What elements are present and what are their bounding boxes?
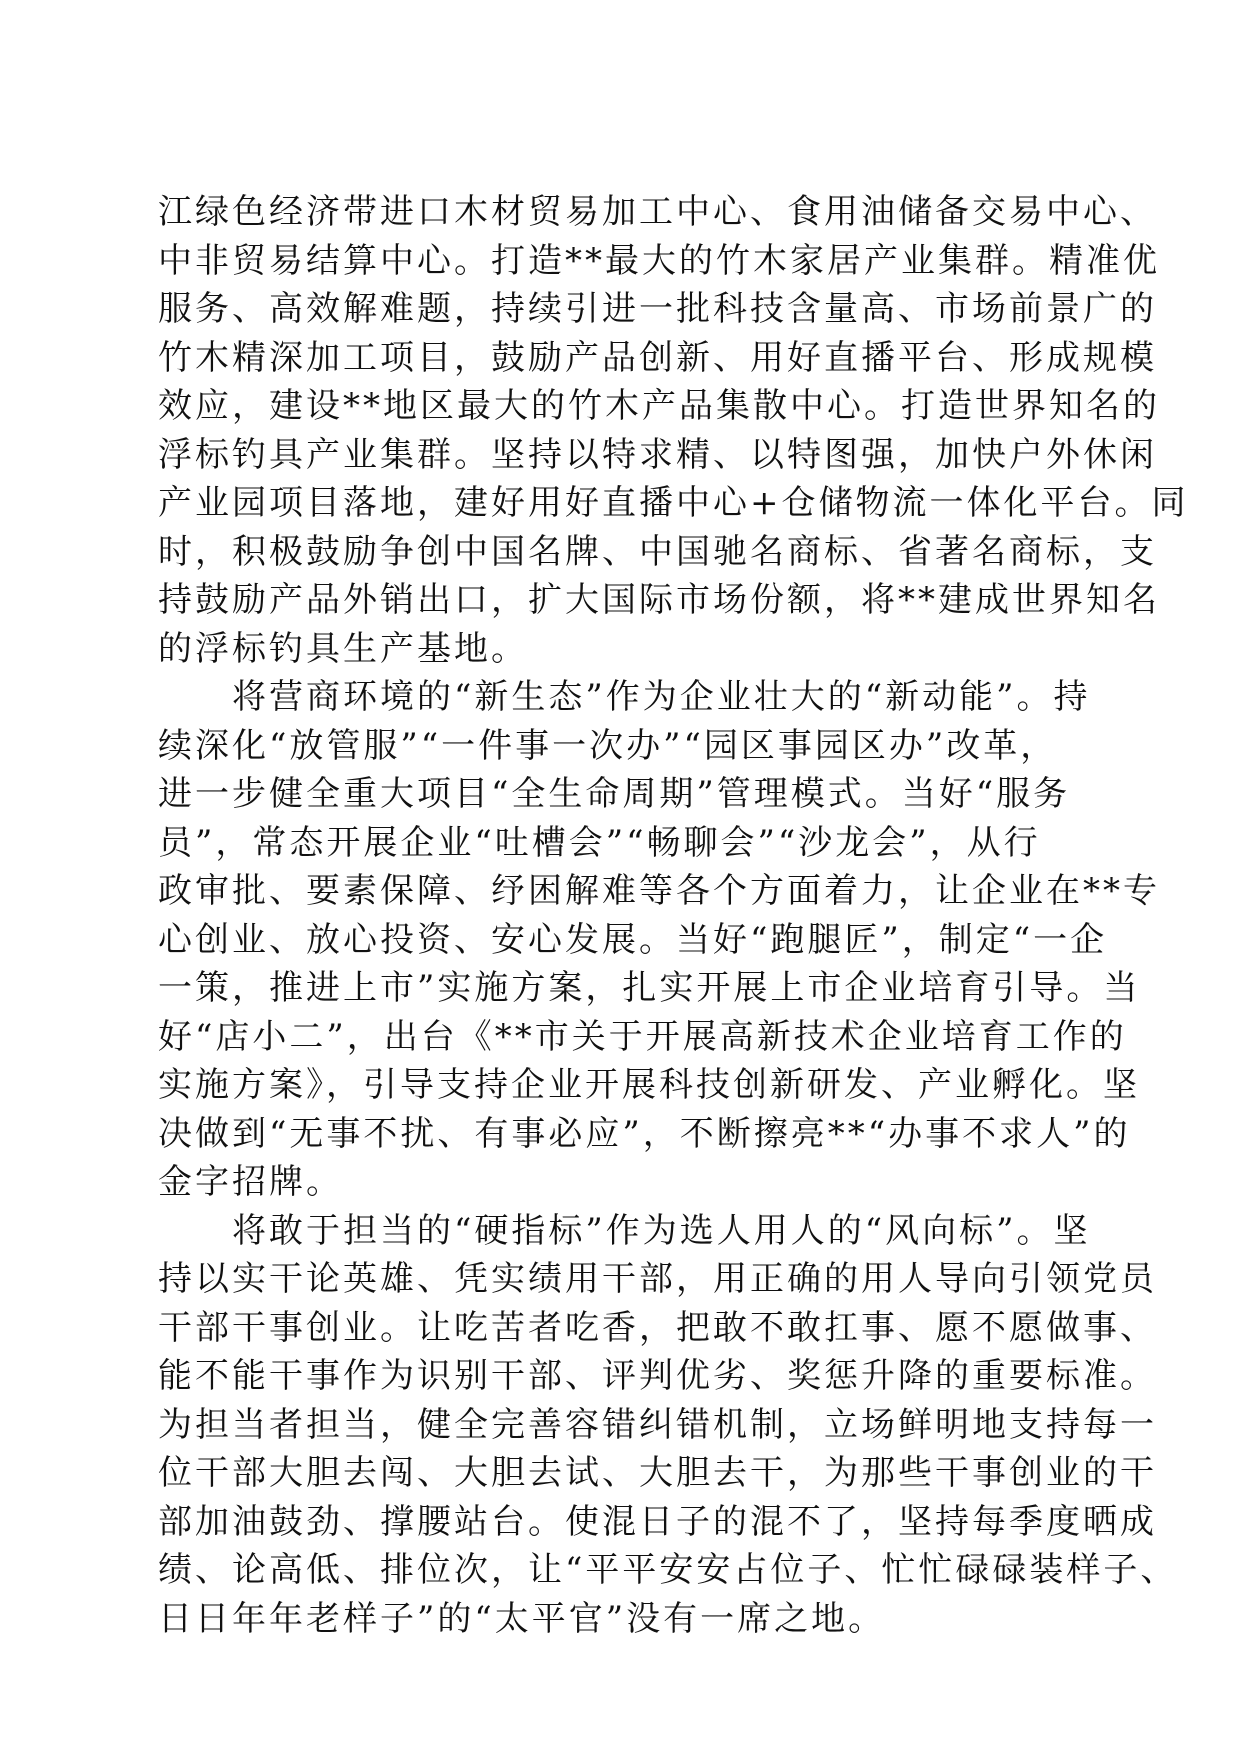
text-line: 员”，常态开展企业“吐槽会”“畅聊会”“沙龙会”，从行 [158, 822, 1041, 863]
text-line: 日日年年老样子”的“太平官”没有一席之地。 [158, 1598, 886, 1639]
text-line: 的浮标钓具生产基地。 [158, 628, 528, 669]
document-body [158, 188, 1189, 1643]
text-line: 部加油鼓劲、撑腰站台。使混日子的混不了，坚持每季度晒成 [158, 1501, 1157, 1542]
text-line: 进一步健全重大项目“全生命周期”管理模式。当好“服务 [158, 774, 1071, 814]
text-line: 能不能干事作为识别干部、评判优劣、奖惩升降的重要标准。 [158, 1356, 1157, 1396]
text-line-first: 将敢于担当的“硬指标”作为选人用人的“风向标”。坚 [232, 1210, 1091, 1251]
text-line: 政审批、要素保障、纾困解难等各个方面着力，让企业在**专 [158, 871, 1160, 911]
text-line: 干部干事创业。让吃苦者吃香，把敢不敢扛事、愿不愿做事、 [158, 1307, 1157, 1348]
text-line: 一策，推进上市”实施方案，扎实开展上市企业培育引导。当 [158, 968, 1141, 1008]
text-line: 位干部大胆去闯、大胆去试、大胆去干，为那些干事创业的干 [158, 1453, 1157, 1493]
paragraph-1 [158, 188, 1189, 673]
text-line: 实施方案》，引导支持企业开展科技创新研发、产业孵化。坚 [158, 1065, 1140, 1105]
text-line: 竹木精深加工项目，鼓励产品创新、用好直播平台、形成规模 [158, 337, 1157, 378]
text-line: 金字招牌。 [158, 1162, 343, 1202]
text-line: 持以实干论英雄、凭实绩用干部，用正确的用人导向引领党员 [158, 1259, 1157, 1299]
text-line: 产业园项目落地，建好用好直播中心+仓储物流一体化平台。同 [158, 483, 1189, 523]
text-line: 江绿色经济带进口木材贸易加工中心、食用油储备交易中心、 [158, 192, 1157, 232]
text-line: 决做到“无事不扰、有事必应”，不断擦亮**“办事不求人”的 [158, 1113, 1131, 1154]
paragraph-3 [158, 1207, 1178, 1644]
paragraph-2 [158, 673, 1160, 1207]
text-line: 中非贸易结算中心。打造**最大的竹木家居产业集群。精准优 [158, 240, 1160, 281]
text-line: 好“店小二”，出台《**市关于开展高新技术企业培育工作的 [158, 1016, 1127, 1057]
text-line: 时，积极鼓励争创中国名牌、中国驰名商标、省著名商标，支 [158, 531, 1157, 572]
text-line: 心创业、放心投资、安心发展。当好“跑腿匠”，制定“一企 [158, 919, 1108, 960]
text-line: 服务、高效解难题，持续引进一批科技含量高、市场前景广的 [158, 289, 1157, 329]
text-line: 浮标钓具产业集群。坚持以特求精、以特图强，加快户外休闲 [158, 434, 1157, 475]
text-line: 为担当者担当，健全完善容错纠错机制，立场鲜明地支持每一 [158, 1404, 1157, 1445]
text-line: 效应，建设**地区最大的竹木产品集散中心。打造世界知名的 [158, 386, 1160, 426]
text-line-first: 将营商环境的“新生态”作为企业壮大的“新动能”。持 [232, 677, 1091, 717]
text-line: 续深化“放管服”“一件事一次办”“园区事园区办”改革， [158, 725, 1058, 766]
text-line: 绩、论高低、排位次，让“平平安安占位子、忙忙碌碌装样子、 [158, 1550, 1178, 1590]
text-line: 持鼓励产品外销出口，扩大国际市场份额，将**建成世界知名 [158, 580, 1160, 620]
